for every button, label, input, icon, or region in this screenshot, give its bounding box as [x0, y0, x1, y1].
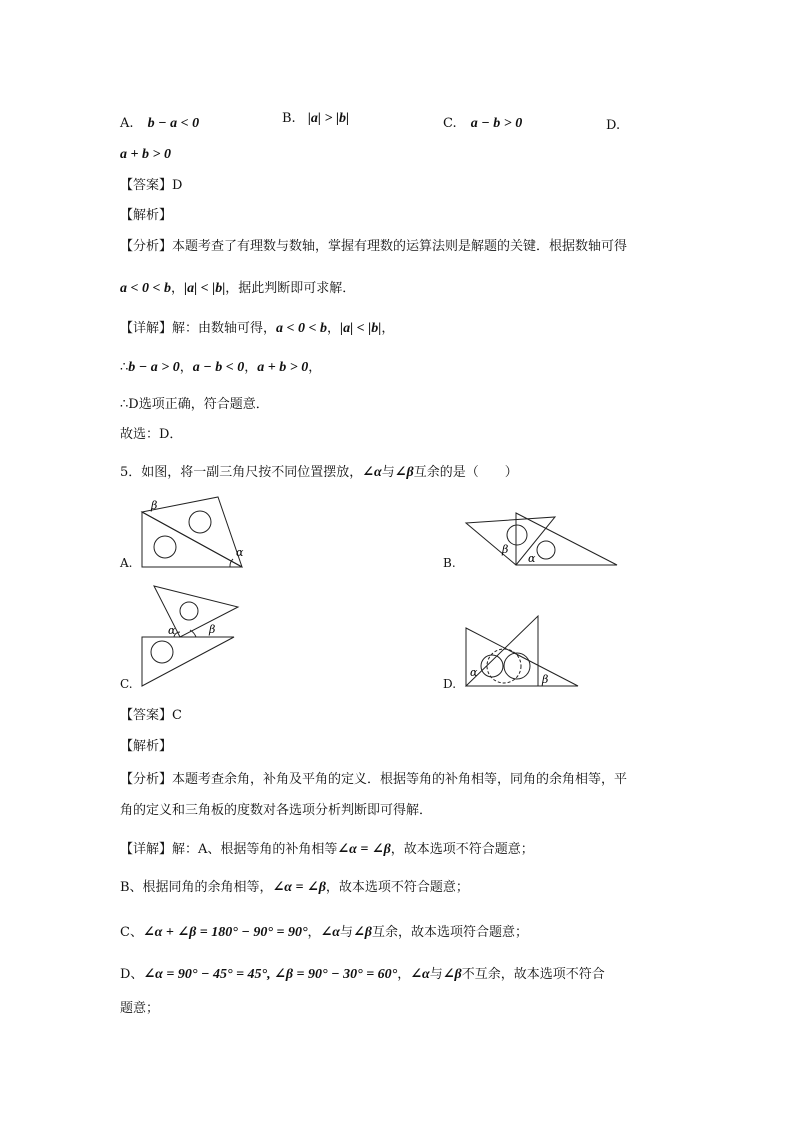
q5-detail-a	[120, 841, 534, 859]
figure-c	[138, 582, 250, 690]
detail-text: ，故本选项不符合题意；	[390, 842, 534, 857]
q5-analysis-line2: 角的定义和三角板的度数对各选项分析判断即可得解．	[120, 803, 433, 818]
option-expr: b − a < 0	[147, 116, 200, 131]
separator: ，	[381, 321, 395, 336]
option-a	[120, 115, 199, 133]
option-expr: a + b > 0	[120, 147, 171, 162]
stem-text: 与	[381, 465, 395, 480]
option-d	[606, 117, 620, 135]
figure-a	[138, 492, 250, 572]
q4-conclusion: ∴D选项正确，符合题意．	[120, 397, 269, 412]
math-expr: ∠β	[394, 465, 414, 480]
q5-stem	[120, 464, 518, 482]
detail-text: 【详解】解：由数轴可得，	[120, 321, 277, 336]
math-expr: ∠α	[410, 967, 430, 982]
detail-text: ，故本选项不符合题意；	[325, 880, 469, 895]
option-letter: A.	[120, 116, 134, 131]
analysis-text: ，据此判断即可求解．	[225, 281, 356, 296]
math-expr: |a| < |b|	[340, 321, 382, 336]
alpha-label: α	[528, 552, 536, 565]
math-expr: ∠α = ∠β	[337, 842, 391, 857]
math-expr: a < 0 < b	[276, 321, 327, 336]
separator: ，	[307, 925, 321, 940]
option-c	[443, 115, 522, 133]
figure-label-a: A.	[120, 556, 133, 570]
option-expr: a − b > 0	[470, 116, 523, 131]
separator: ，	[244, 360, 258, 375]
q5-detail-d	[120, 966, 605, 984]
alpha-label: α	[236, 546, 244, 559]
q4-therefore-line	[120, 359, 321, 377]
math-expr: ∠α = 90° − 45° = 45°, ∠β = 90° − 30° = 60°	[143, 967, 398, 982]
q4-analysis-title: 【解析】	[120, 208, 173, 223]
q5-detail-b	[120, 879, 469, 897]
q4-detail-line	[120, 320, 394, 338]
q5-analysis-title: 【解析】	[120, 739, 173, 754]
option-letter: B.	[282, 111, 296, 126]
beta-label: β	[151, 499, 158, 512]
math-expr: ∠α + ∠β = 180° − 90° = 90°	[142, 925, 308, 940]
q5-detail-c	[120, 924, 528, 942]
math-expr: a − b < 0	[192, 360, 245, 375]
stem-text: 5．如图，将一副三角尺按不同位置摆放，	[120, 465, 363, 480]
detail-text: 与	[340, 925, 354, 940]
detail-text: D、	[120, 967, 144, 982]
q4-answer: 【答案】D	[120, 178, 183, 193]
separator: ，	[308, 360, 322, 375]
beta-label: β	[209, 623, 216, 636]
detail-text: C、	[120, 925, 143, 940]
q5-detail-d-cont: 题意；	[120, 1001, 160, 1016]
math-expr: ∠α	[320, 925, 341, 940]
figure-label-d: D.	[443, 677, 457, 691]
detail-text: 不互余，故本选项不符合	[461, 967, 605, 982]
option-b	[282, 110, 349, 128]
q4-choose: 故选：D．	[120, 427, 183, 442]
alpha-label: α	[470, 666, 478, 679]
math-expr: ∠α	[362, 465, 382, 480]
figure-label-c: C.	[120, 677, 133, 691]
math-expr: |a| < |b|	[183, 281, 226, 296]
math-expr: a < 0 < b	[120, 281, 171, 296]
separator: ，	[397, 967, 411, 982]
figure-label-b: B.	[443, 556, 456, 570]
detail-text: 与	[429, 967, 443, 982]
stem-text: 互余的是（ ）	[413, 465, 518, 480]
math-expr: b − a > 0	[128, 360, 180, 375]
beta-label: β	[502, 543, 509, 556]
alpha-label: α	[168, 624, 176, 637]
math-expr: a + b > 0	[257, 360, 309, 375]
detail-text: 互余，故本选项符合题意；	[371, 925, 528, 940]
option-letter: C.	[443, 116, 457, 131]
figure-d	[462, 614, 584, 690]
detail-text: 【详解】解：A、根据等角的补角相等	[120, 842, 338, 857]
separator: ，	[179, 360, 193, 375]
therefore-symbol: ∴	[120, 360, 129, 375]
detail-text: B、根据同角的余角相等，	[120, 880, 273, 895]
option-d-expr	[120, 146, 171, 164]
option-expr: |a| > |b|	[307, 111, 350, 126]
math-expr: ∠β	[442, 967, 462, 982]
q4-analysis-line1: 【分析】本题考查了有理数与数轴，掌握有理数的运算法则是解题的关键．根据数轴可得	[120, 239, 628, 254]
option-letter: D.	[606, 118, 621, 133]
math-expr: ∠α = ∠β	[272, 880, 326, 895]
separator: ，	[326, 321, 340, 336]
q5-analysis-line1: 【分析】本题考查余角，补角及平角的定义．根据等角的补角相等，同角的余角相等，平	[120, 772, 628, 787]
figure-b	[462, 505, 622, 571]
beta-label: β	[542, 673, 549, 686]
math-expr: ∠β	[353, 925, 372, 940]
q5-answer: 【答案】C	[120, 708, 182, 723]
q4-analysis-line2	[120, 280, 355, 298]
separator: ，	[170, 281, 184, 296]
